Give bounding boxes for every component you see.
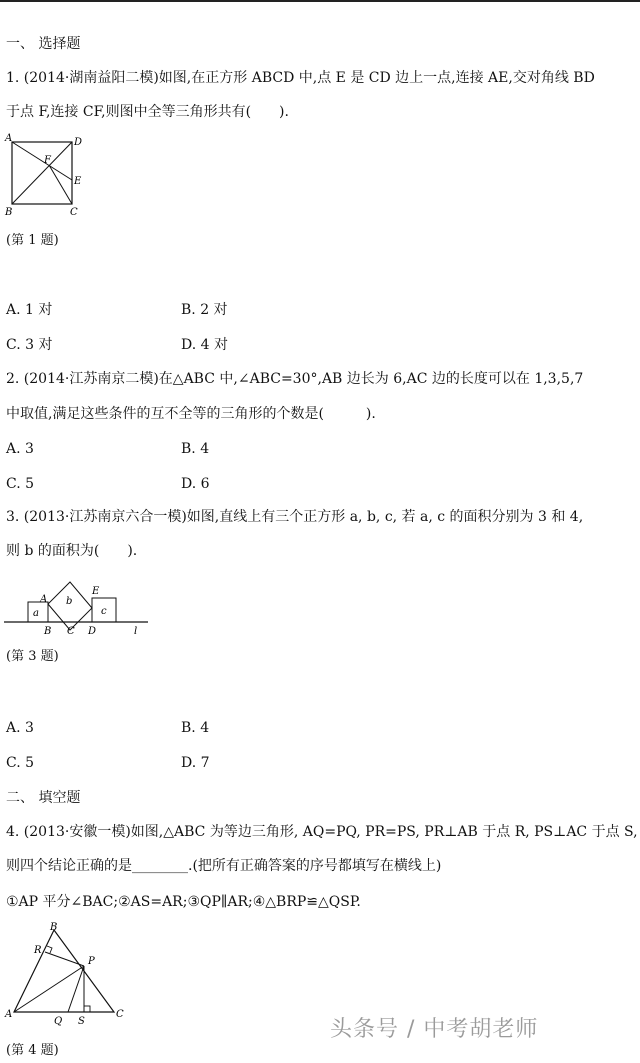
top-border bbox=[0, 0, 640, 2]
q1-label-b: B bbox=[5, 207, 13, 218]
q4-label-q: Q bbox=[54, 1016, 63, 1026]
q3-label-l: l bbox=[134, 626, 138, 637]
q1-label-a: A bbox=[5, 133, 13, 144]
q2-option-b: B. 4 bbox=[181, 441, 210, 457]
q3-label-a: A bbox=[40, 594, 48, 605]
watermark: 头条号 / 中考胡老师 bbox=[330, 1017, 539, 1042]
q1-figure bbox=[4, 132, 88, 224]
q1-text-line2: 于点 F,连接 CF,则图中全等三角形共有( ). bbox=[6, 104, 289, 120]
q3-label-b-small: b bbox=[66, 596, 73, 607]
q1-option-a: A. 1 对 bbox=[6, 302, 53, 318]
q4-label-b: B bbox=[50, 922, 58, 933]
section-title-fill: 二、 填空题 bbox=[6, 790, 81, 806]
q3-label-a-small: a bbox=[33, 608, 39, 619]
q3-caption: (第 3 题) bbox=[6, 649, 59, 664]
q4-label-r: R bbox=[34, 945, 42, 956]
q4-text-line3: ①AP 平分∠BAC;②AS=AR;③QP∥AR;④△BRP≌△QSP. bbox=[6, 894, 361, 910]
q2-text-line1: 2. (2014·江苏南京二模)在△ABC 中,∠ABC=30°,AB 边长为 6,AC 边的长度可以在 1,3,5,7 bbox=[6, 371, 584, 387]
q3-option-c: C. 5 bbox=[6, 755, 35, 771]
q4-right-angle-s bbox=[84, 1006, 90, 1012]
q1-text-line1: 1. (2014·湖南益阳二模)如图,在正方形 ABCD 中,点 E 是 CD 边上一点,连接 AE,交对角线 BD bbox=[6, 70, 595, 86]
q1-option-b: B. 2 对 bbox=[181, 302, 228, 318]
q4-segment-ap bbox=[14, 966, 84, 1012]
q4-text-line1: 4. (2013·安徽一模)如图,△ABC 为等边三角形, AQ=PQ, PR=PS, PR⊥AB 于点 R, PS⊥AC 于点 S, bbox=[6, 824, 638, 840]
q1-label-e: E bbox=[74, 176, 82, 187]
q4-text-line2: 则四个结论正确的是________.(把所有正确答案的序号都填写在横线上) bbox=[6, 858, 442, 874]
q1-label-f: F bbox=[44, 155, 51, 166]
q1-label-d: D bbox=[74, 137, 83, 148]
q1-option-d: D. 4 对 bbox=[181, 337, 228, 353]
q4-label-s: S bbox=[78, 1016, 85, 1026]
q1-segment-cf bbox=[49, 165, 72, 204]
q2-option-d: D. 6 bbox=[181, 476, 210, 492]
q4-caption: (第 4 题) bbox=[6, 1043, 59, 1058]
q1-caption: (第 1 题) bbox=[6, 233, 59, 248]
q2-option-a: A. 3 bbox=[6, 441, 34, 457]
q1-label-c: C bbox=[70, 207, 78, 218]
q3-label-e: E bbox=[92, 586, 100, 597]
q1-diagonal-bd bbox=[12, 142, 72, 204]
q2-option-c: C. 5 bbox=[6, 476, 35, 492]
q4-triangle-abc bbox=[14, 930, 114, 1012]
q4-label-p: P bbox=[88, 956, 95, 967]
section-title-choice: 一、 选择题 bbox=[6, 36, 81, 52]
q4-segment-pr bbox=[45, 952, 84, 966]
q4-right-angle-r bbox=[47, 946, 52, 953]
q3-label-c: C bbox=[67, 626, 75, 637]
q3-option-a: A. 3 bbox=[6, 720, 34, 736]
q1-option-c: C. 3 对 bbox=[6, 337, 53, 353]
q3-option-b: B. 4 bbox=[181, 720, 210, 736]
q3-label-d: D bbox=[88, 626, 97, 637]
q2-text-line2: 中取值,满足这些条件的互不全等的三角形的个数是( ). bbox=[6, 406, 376, 422]
q4-segment-pq bbox=[68, 966, 84, 1012]
q3-label-b: B bbox=[44, 626, 52, 637]
q3-text-line1: 3. (2013·江苏南京六合一模)如图,直线上有三个正方形 a, b, c, 若 a, c 的面积分别为 3 和 4, bbox=[6, 509, 584, 525]
q4-label-c: C bbox=[116, 1009, 124, 1020]
q4-label-a: A bbox=[5, 1009, 13, 1020]
q3-label-c-small: c bbox=[101, 606, 107, 617]
q3-figure bbox=[4, 580, 154, 642]
q1-segment-ae bbox=[12, 142, 72, 180]
q3-text-line2: 则 b 的面积为( ). bbox=[6, 543, 138, 559]
q4-figure bbox=[4, 922, 134, 1030]
q3-option-d: D. 7 bbox=[181, 755, 210, 771]
